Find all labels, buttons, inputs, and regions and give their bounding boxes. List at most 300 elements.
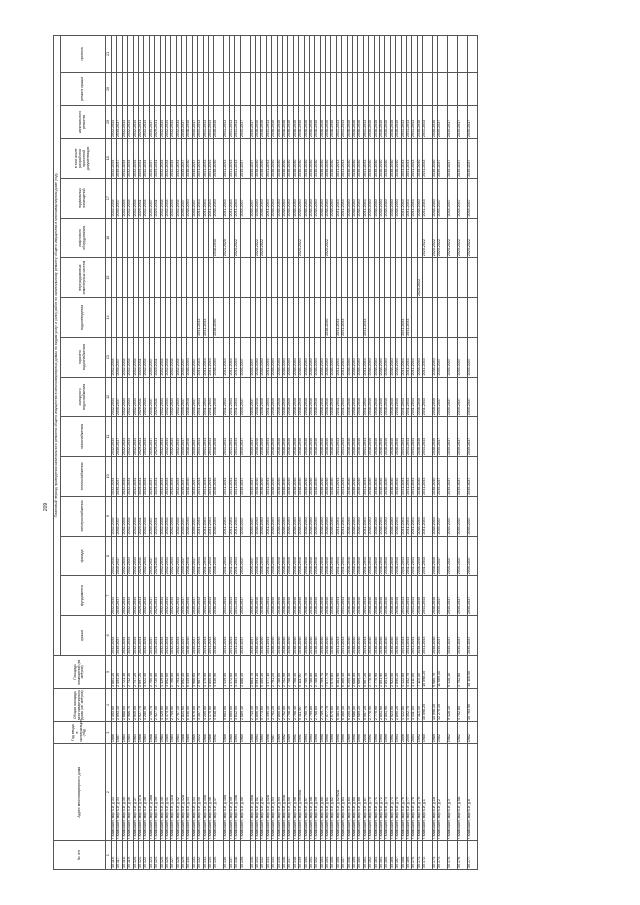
row-period-cell: 2038-2040	[272, 496, 277, 536]
row-period-cell: 2041-2043	[406, 298, 411, 338]
row-address: г. Камышин, мкр 5-й, д.76	[401, 744, 406, 841]
row-period-cell: 2035-2037	[149, 377, 154, 417]
row-period-cell: 2038-2040	[299, 417, 304, 457]
row-live-area: 4 352,70	[406, 655, 411, 688]
row-period-cell: 2032-2034	[171, 496, 176, 536]
row-period-cell: 2038-2040	[187, 337, 192, 377]
row-period-cell: 2020-2022	[433, 218, 438, 258]
row-period-cell: 2041-2043	[412, 178, 417, 218]
row-period-cell: 2038-2040	[187, 536, 192, 576]
row-period-cell: 2041-2043	[342, 576, 347, 616]
row-period-cell: 2035-2037	[149, 496, 154, 536]
row-empty-cell	[240, 36, 250, 73]
row-period-cell: 2038-2040	[353, 616, 358, 656]
row-number: 35.155.	[331, 841, 336, 870]
row-number: 35.173.	[433, 841, 438, 870]
row-period-cell: 2020-2022	[423, 218, 433, 258]
row-period-cell: 2035-2037	[468, 457, 478, 497]
row-period-cell: 2029-2031	[138, 417, 143, 457]
row-address: г. Камышин, мкр 5-й, д.57	[304, 744, 309, 841]
row-period-cell: 2041-2043	[423, 337, 433, 377]
row-period-cell: 2038-2040	[385, 105, 390, 138]
row-period-cell: 2035-2037	[192, 457, 197, 497]
row-period-cell: 2041-2043	[229, 139, 234, 179]
row-period-cell: 2038-2040	[385, 457, 390, 497]
row-period-cell: 2038-2040	[396, 536, 401, 576]
header-work-type: газоснабжения	[61, 417, 106, 457]
row-period-cell: 2032-2034	[171, 139, 176, 179]
row-live-area: 4 175,90	[203, 655, 208, 688]
row-total-area: 12 275,10	[438, 688, 448, 721]
row-period-cell: 2035-2037	[468, 337, 478, 377]
row-period-cell: 2038-2040	[331, 337, 336, 377]
row-period-cell: 2041-2043	[266, 616, 271, 656]
row-year: 1993	[309, 722, 314, 744]
row-period-cell: 2032-2034	[133, 105, 138, 138]
row-period-cell: 2038-2040	[369, 417, 374, 457]
row-year: 1984	[133, 722, 138, 744]
row-year: 2008	[363, 722, 368, 744]
row-period-cell: 2038-2040	[309, 576, 314, 616]
row-period-cell: 2038-2040	[261, 337, 266, 377]
row-period-cell: 2035-2037	[117, 536, 122, 576]
row-period-cell: 2041-2043	[406, 139, 411, 179]
row-address: г. Камышин, мкр 5-й, д.35	[122, 744, 127, 841]
row-period-cell: 2038-2040	[331, 457, 336, 497]
row-period-cell: 2038-2040	[304, 457, 309, 497]
row-address: г. Камышин, мкр 5-й, д.70	[369, 744, 374, 841]
row-year: 1989	[288, 722, 293, 744]
row-address: г. Камышин, мкр 5-й, д.66	[358, 744, 363, 841]
row-period-cell: 2032-2034	[133, 576, 138, 616]
row-period-cell: 2038-2040	[277, 616, 282, 656]
row-period-cell: 2038-2040	[331, 105, 336, 138]
row-year: 1994	[261, 722, 266, 744]
row-period-cell: 2038-2040	[261, 536, 266, 576]
row-live-area: 2 780,00	[277, 655, 282, 688]
row-period-cell: 2038-2040	[315, 616, 320, 656]
row-address: г. Камышин, мкр 5-й, д.49	[229, 744, 234, 841]
row-period-cell: 2041-2043	[412, 417, 417, 457]
row-period-cell: 2041-2043	[266, 337, 271, 377]
row-period-cell: 2035-2037	[250, 377, 255, 417]
row-total-area: 2 851,90	[379, 688, 384, 721]
row-period-cell: 2041-2043	[209, 377, 214, 417]
row-period-cell: 2041-2043	[342, 105, 347, 138]
row-period-cell: 2038-2040	[396, 616, 401, 656]
row-period-cell: 2038-2040	[299, 337, 304, 377]
row-total-area: 7 077,70	[326, 688, 331, 721]
row-period-cell: 2035-2037	[458, 178, 468, 218]
row-period-cell: 2038-2040	[187, 576, 192, 616]
row-period-cell: 2038-2040	[315, 337, 320, 377]
row-year: 1990	[353, 722, 358, 744]
row-period-cell: 2038-2040	[214, 337, 224, 377]
row-period-cell: 2038-2040	[385, 576, 390, 616]
row-total-area: 4 538,90	[214, 688, 224, 721]
row-period-cell: 2032-2034	[112, 178, 117, 218]
row-period-cell: 2038-2040	[390, 576, 395, 616]
row-period-cell: 2041-2043	[406, 178, 411, 218]
row-period-cell: 2035-2037	[448, 457, 458, 497]
row-period-cell: 2035-2037	[458, 457, 468, 497]
row-period-cell: 2038-2040	[309, 616, 314, 656]
row-address: г. Камышин, мкр 5-й, д.45а	[203, 744, 208, 841]
header-column-number: 13	[106, 337, 112, 377]
header-column-number: 3	[106, 722, 112, 744]
row-period-cell: 2035-2037	[250, 576, 255, 616]
row-period-cell: 2038-2040	[255, 576, 260, 616]
row-period-cell: 2038-2040	[374, 105, 379, 138]
header-work-type: лифтового оборудования	[61, 218, 106, 258]
row-period-cell: 2038-2040	[433, 377, 438, 417]
row-period-cell: 2038-2040	[272, 576, 277, 616]
row-number: 35.172.	[423, 841, 433, 870]
row-period-cell: 2038-2040	[309, 139, 314, 179]
row-period-cell: 2038-2040	[369, 576, 374, 616]
row-live-area: 2 702,50	[282, 655, 287, 688]
row-period-cell: 2035-2037	[117, 457, 122, 497]
row-live-area: 4 422,80	[401, 655, 406, 688]
row-period-cell	[240, 218, 250, 258]
row-total-area: 2 851,90	[385, 688, 390, 721]
row-period-cell: 2029-2031	[155, 178, 160, 218]
row-year: 1984	[122, 722, 127, 744]
row-period-cell: 2041-2043	[266, 496, 271, 536]
row-period-cell: 2029-2031	[155, 496, 160, 536]
row-address: г. Камышин, мкр 5-й, д.75	[396, 744, 401, 841]
row-number: 35.174.	[438, 841, 448, 870]
row-period-cell: 2032-2034	[122, 536, 127, 576]
row-live-area: 5 111,90	[299, 655, 304, 688]
row-period-cell: 2038-2040	[379, 417, 384, 457]
row-empty-cell	[438, 72, 448, 105]
header-column-number: 17	[106, 178, 112, 218]
row-period-cell: 2038-2040	[293, 139, 298, 179]
row-year: 1990	[326, 722, 331, 744]
row-live-area: 2 888,40	[240, 655, 250, 688]
row-period-cell: 2035-2037	[250, 536, 255, 576]
row-number: 35.130.	[187, 841, 192, 870]
row-period-cell: 2032-2034	[128, 139, 133, 179]
row-period-cell: 2041-2043	[336, 496, 341, 536]
row-period-cell: 2032-2034	[144, 377, 149, 417]
header-column-number: 4	[106, 688, 112, 721]
row-period-cell: 2032-2034	[176, 178, 181, 218]
header-address: Адрес многоквартирного дома	[54, 744, 106, 841]
row-live-area: 2 721,10	[122, 655, 127, 688]
row-total-area: 5 773,60	[261, 688, 266, 721]
row-period-cell: 2032-2034	[112, 576, 117, 616]
row-year: 1985	[165, 722, 170, 744]
row-total-area: 10 098,20	[423, 688, 433, 721]
row-year: 1985	[192, 722, 197, 744]
row-period-cell: 2038-2040	[282, 139, 287, 179]
row-number: 35.127.	[171, 841, 176, 870]
row-period-cell: 2029-2031	[155, 337, 160, 377]
row-period-cell: 2038-2040	[187, 496, 192, 536]
row-period-cell: 2032-2034	[165, 337, 170, 377]
row-period-cell: 2035-2037	[438, 139, 448, 179]
row-number: 35.168.	[401, 841, 406, 870]
row-period-cell: 2038-2040	[304, 139, 309, 179]
row-period-cell: 2029-2031	[155, 105, 160, 138]
row-live-area: 2 692,40	[182, 655, 187, 688]
row-period-cell: 2038-2040	[255, 417, 260, 457]
row-period-cell: 2041-2043	[336, 417, 341, 457]
row-number: 35.166.	[390, 841, 395, 870]
row-period-cell: 2038-2040	[417, 536, 422, 576]
row-period-cell: 2038-2040	[369, 496, 374, 536]
row-period-cell: 2038-2040	[272, 417, 277, 457]
row-period-cell: 2032-2034	[176, 105, 181, 138]
row-period-cell: 2038-2040	[433, 457, 438, 497]
row-period-cell: 2038-2040	[282, 337, 287, 377]
row-period-cell: 2038-2040	[347, 536, 352, 576]
row-period-cell: 2038-2040	[326, 377, 331, 417]
row-period-cell: 2041-2043	[266, 417, 271, 457]
row-period-cell: 2041-2043	[229, 105, 234, 138]
row-year: 1991	[390, 722, 395, 744]
row-period-cell: 2041-2043	[198, 105, 203, 138]
row-number: 35.177.	[468, 841, 478, 870]
row-period-cell: 2038-2040	[396, 178, 401, 218]
row-address: г. Камышин, мкр 5-й, д.46	[209, 744, 214, 841]
row-period-cell: 2038-2040	[309, 377, 314, 417]
row-period-cell: 2032-2034	[122, 576, 127, 616]
row-total-area: 2 927,00	[155, 688, 160, 721]
row-total-area: 2 702,50	[282, 688, 287, 721]
row-period-cell: 2032-2034	[112, 496, 117, 536]
row-empty-cell	[423, 36, 433, 73]
row-period-cell: 2035-2037	[458, 377, 468, 417]
row-period-cell: 2038-2040	[347, 337, 352, 377]
row-period-cell: 2038-2040	[282, 576, 287, 616]
row-number: 35.135.	[214, 841, 224, 870]
row-period-cell: 2035-2037	[149, 457, 154, 497]
row-period-cell: 2038-2040	[374, 417, 379, 457]
row-period-cell: 2041-2043	[423, 178, 433, 218]
row-number: 35.160.	[358, 841, 363, 870]
row-period-cell: 2032-2034	[176, 139, 181, 179]
row-period-cell: 2038-2040	[277, 337, 282, 377]
row-period-cell: 2032-2034	[133, 457, 138, 497]
row-period-cell: 2041-2043	[336, 377, 341, 417]
row-period-cell: 2035-2037	[117, 496, 122, 536]
header-total-area: Общая площадь многоквартирного дома (кв. метров)	[54, 688, 106, 721]
row-period-cell: 2038-2040	[272, 178, 277, 218]
header-column-number: 1	[106, 841, 112, 870]
row-period-cell	[468, 298, 478, 338]
row-period-cell: 2041-2043	[198, 139, 203, 179]
row-period-cell: 2035-2037	[149, 105, 154, 138]
row-period-cell: 2032-2034	[165, 105, 170, 138]
row-period-cell: 2035-2037	[458, 105, 468, 138]
row-year: 1986	[250, 722, 255, 744]
row-period-cell: 2038-2040	[433, 139, 438, 179]
row-period-cell: 2032-2034	[165, 496, 170, 536]
row-period-cell: 2035-2037	[438, 616, 448, 656]
row-total-area: 2 708,40	[293, 688, 298, 721]
row-period-cell: 2041-2043	[209, 105, 214, 138]
row-period-cell: 2038-2040	[315, 496, 320, 536]
row-address: г. Камышин, мкр 5-й, д.43	[187, 744, 192, 841]
row-total-area: 2 945,00	[133, 688, 138, 721]
header-work-type: подвальных помещений	[61, 178, 106, 218]
row-period-cell: 2038-2040	[214, 536, 224, 576]
row-address: г. Камышин, мкр 5-й, д.67	[363, 744, 368, 841]
row-address: г. Камышин, мкр 6-й, д.1а	[433, 744, 438, 841]
row-number: 35.152.	[315, 841, 320, 870]
row-period-cell: 2038-2040	[320, 616, 325, 656]
row-live-area: 2 688,50	[353, 655, 358, 688]
row-period-cell: 2038-2040	[331, 377, 336, 417]
row-period-cell: 2029-2031	[138, 105, 143, 138]
row-period-cell: 2035-2037	[117, 139, 122, 179]
row-empty-cell	[214, 36, 224, 73]
row-period-cell: 2038-2040	[433, 105, 438, 138]
table-row	[458, 36, 468, 870]
row-period-cell: 2032-2034	[160, 496, 165, 536]
row-year: 1982	[458, 722, 468, 744]
row-period-cell: 2038-2040	[347, 457, 352, 497]
row-period-cell	[423, 258, 433, 298]
row-period-cell: 2038-2040	[374, 496, 379, 536]
row-period-cell: 2032-2034	[112, 105, 117, 138]
row-period-cell: 2038-2040	[293, 616, 298, 656]
row-live-area: 2 742,30	[128, 655, 133, 688]
row-period-cell: 2035-2037	[149, 536, 154, 576]
row-period-cell: 2038-2040	[261, 105, 266, 138]
row-period-cell: 2032-2034	[112, 616, 117, 656]
header-work-type: крыши	[61, 616, 106, 656]
row-year: 2006	[401, 722, 406, 744]
row-period-cell: 2041-2043	[203, 105, 208, 138]
row-period-cell: 2038-2040	[396, 417, 401, 457]
header-work-type: капитального ремонта	[61, 105, 106, 138]
row-period-cell: 2038-2040	[374, 616, 379, 656]
row-year: 1993	[396, 722, 401, 744]
row-period-cell: 2038-2040	[304, 377, 309, 417]
row-period-cell: 2041-2043	[342, 377, 347, 417]
row-period-cell: 2041-2043	[363, 337, 368, 377]
row-period-cell: 2038-2040	[277, 457, 282, 497]
row-period-cell: 2038-2040	[417, 496, 422, 536]
row-period-cell: 2038-2040	[299, 105, 304, 138]
row-period-cell: 2041-2043	[423, 377, 433, 417]
row-period-cell: 2035-2037	[182, 496, 187, 536]
row-number: 35.159.	[353, 841, 358, 870]
row-total-area: 7 114,30	[417, 688, 422, 721]
row-period-cell: 2038-2040	[374, 377, 379, 417]
row-period-cell: 2038-2040	[277, 576, 282, 616]
row-address: г. Камышин, мкр 5-й, д.48а	[224, 744, 229, 841]
row-period-cell: 2041-2043	[229, 337, 234, 377]
row-period-cell: 2038-2040	[390, 457, 395, 497]
row-period-cell: 2038-2040	[390, 616, 395, 656]
row-period-cell: 2032-2034	[165, 616, 170, 656]
row-period-cell: 2041-2043	[235, 139, 240, 179]
row-period-cell: 2035-2037	[438, 576, 448, 616]
row-period-cell: 2032-2034	[160, 576, 165, 616]
header-column-number: 14	[106, 298, 112, 338]
row-period-cell: 2038-2040	[288, 457, 293, 497]
row-year: 1984	[176, 722, 181, 744]
row-period-cell: 2035-2037	[240, 105, 250, 138]
row-period-cell: 2038-2040	[320, 105, 325, 138]
row-period-cell: 2038-2040	[277, 536, 282, 576]
header-work-type: проекта	[61, 36, 106, 73]
row-period-cell: 2038-2040	[358, 178, 363, 218]
row-address: г. Камышин, мкр 5-й, д.44	[192, 744, 197, 841]
row-period-cell: 2020-2022	[235, 218, 240, 258]
row-period-cell: 2038-2040	[379, 105, 384, 138]
row-period-cell: 2038-2040	[277, 139, 282, 179]
row-period-cell: 2032-2034	[165, 417, 170, 457]
row-period-cell: 2038-2040	[315, 105, 320, 138]
row-period-cell: 2041-2043	[229, 417, 234, 457]
row-address: г. Камышин, мкр 5-й, д.74	[390, 744, 395, 841]
header-column-number: 15	[106, 258, 112, 298]
row-period-cell: 2038-2040	[214, 218, 224, 258]
row-period-cell: 2029-2031	[138, 377, 143, 417]
row-period-cell: 2038-2040	[379, 139, 384, 179]
row-period-cell: 2038-2040	[187, 178, 192, 218]
row-period-cell: 2041-2043	[401, 616, 406, 656]
row-period-cell: 2032-2034	[112, 337, 117, 377]
row-number: 35.138.	[235, 841, 240, 870]
row-period-cell: 2032-2034	[171, 616, 176, 656]
row-period-cell: 2035-2037	[182, 417, 187, 457]
row-period-cell: 2041-2043	[203, 536, 208, 576]
row-period-cell: 2029-2031	[138, 457, 143, 497]
row-period-cell: 2038-2040	[385, 536, 390, 576]
row-period-cell: 2035-2037	[458, 496, 468, 536]
row-period-cell: 2032-2034	[165, 576, 170, 616]
row-year: 1984	[155, 722, 160, 744]
row-period-cell: 2032-2034	[122, 337, 127, 377]
row-period-cell: 2041-2043	[363, 496, 368, 536]
row-total-area: 2 890,20	[396, 688, 401, 721]
row-period-cell: 2035-2037	[192, 417, 197, 457]
row-period-cell	[240, 258, 250, 298]
row-address: г. Камышин, мкр 5-й, д.38а	[149, 744, 154, 841]
row-period-cell: 2032-2034	[171, 576, 176, 616]
row-period-cell: 2038-2040	[358, 377, 363, 417]
row-address: г. Камышин, мкр 6-й, д.1	[423, 744, 433, 841]
row-period-cell: 2035-2037	[458, 576, 468, 616]
row-period-cell: 2041-2043	[336, 536, 341, 576]
row-address: г. Камышин, мкр 5-й, д.73	[385, 744, 390, 841]
row-address: г. Камышин, мкр 5-й, д.77	[406, 744, 411, 841]
row-period-cell: 2038-2040	[353, 178, 358, 218]
row-total-area: 9 428,10	[448, 688, 458, 721]
row-live-area: 2 709,70	[320, 655, 325, 688]
row-period-cell: 2029-2031	[138, 178, 143, 218]
row-period-cell: 2041-2043	[401, 178, 406, 218]
row-total-area: 2 821,60	[182, 688, 187, 721]
row-period-cell: 2032-2034	[176, 616, 181, 656]
row-address: г. Камышин, мкр 6-й, д.3	[448, 744, 458, 841]
row-year: 1980	[423, 722, 433, 744]
row-period-cell: 2035-2037	[240, 337, 250, 377]
row-period-cell: 2041-2043	[412, 105, 417, 138]
row-period-cell: 2020-2022	[438, 218, 448, 258]
row-period-cell: 2035-2037	[192, 576, 197, 616]
row-address: г. Камышин, мкр 5-й, д.56	[293, 744, 298, 841]
row-period-cell: 2032-2034	[122, 616, 127, 656]
row-year: 1991	[293, 722, 298, 744]
